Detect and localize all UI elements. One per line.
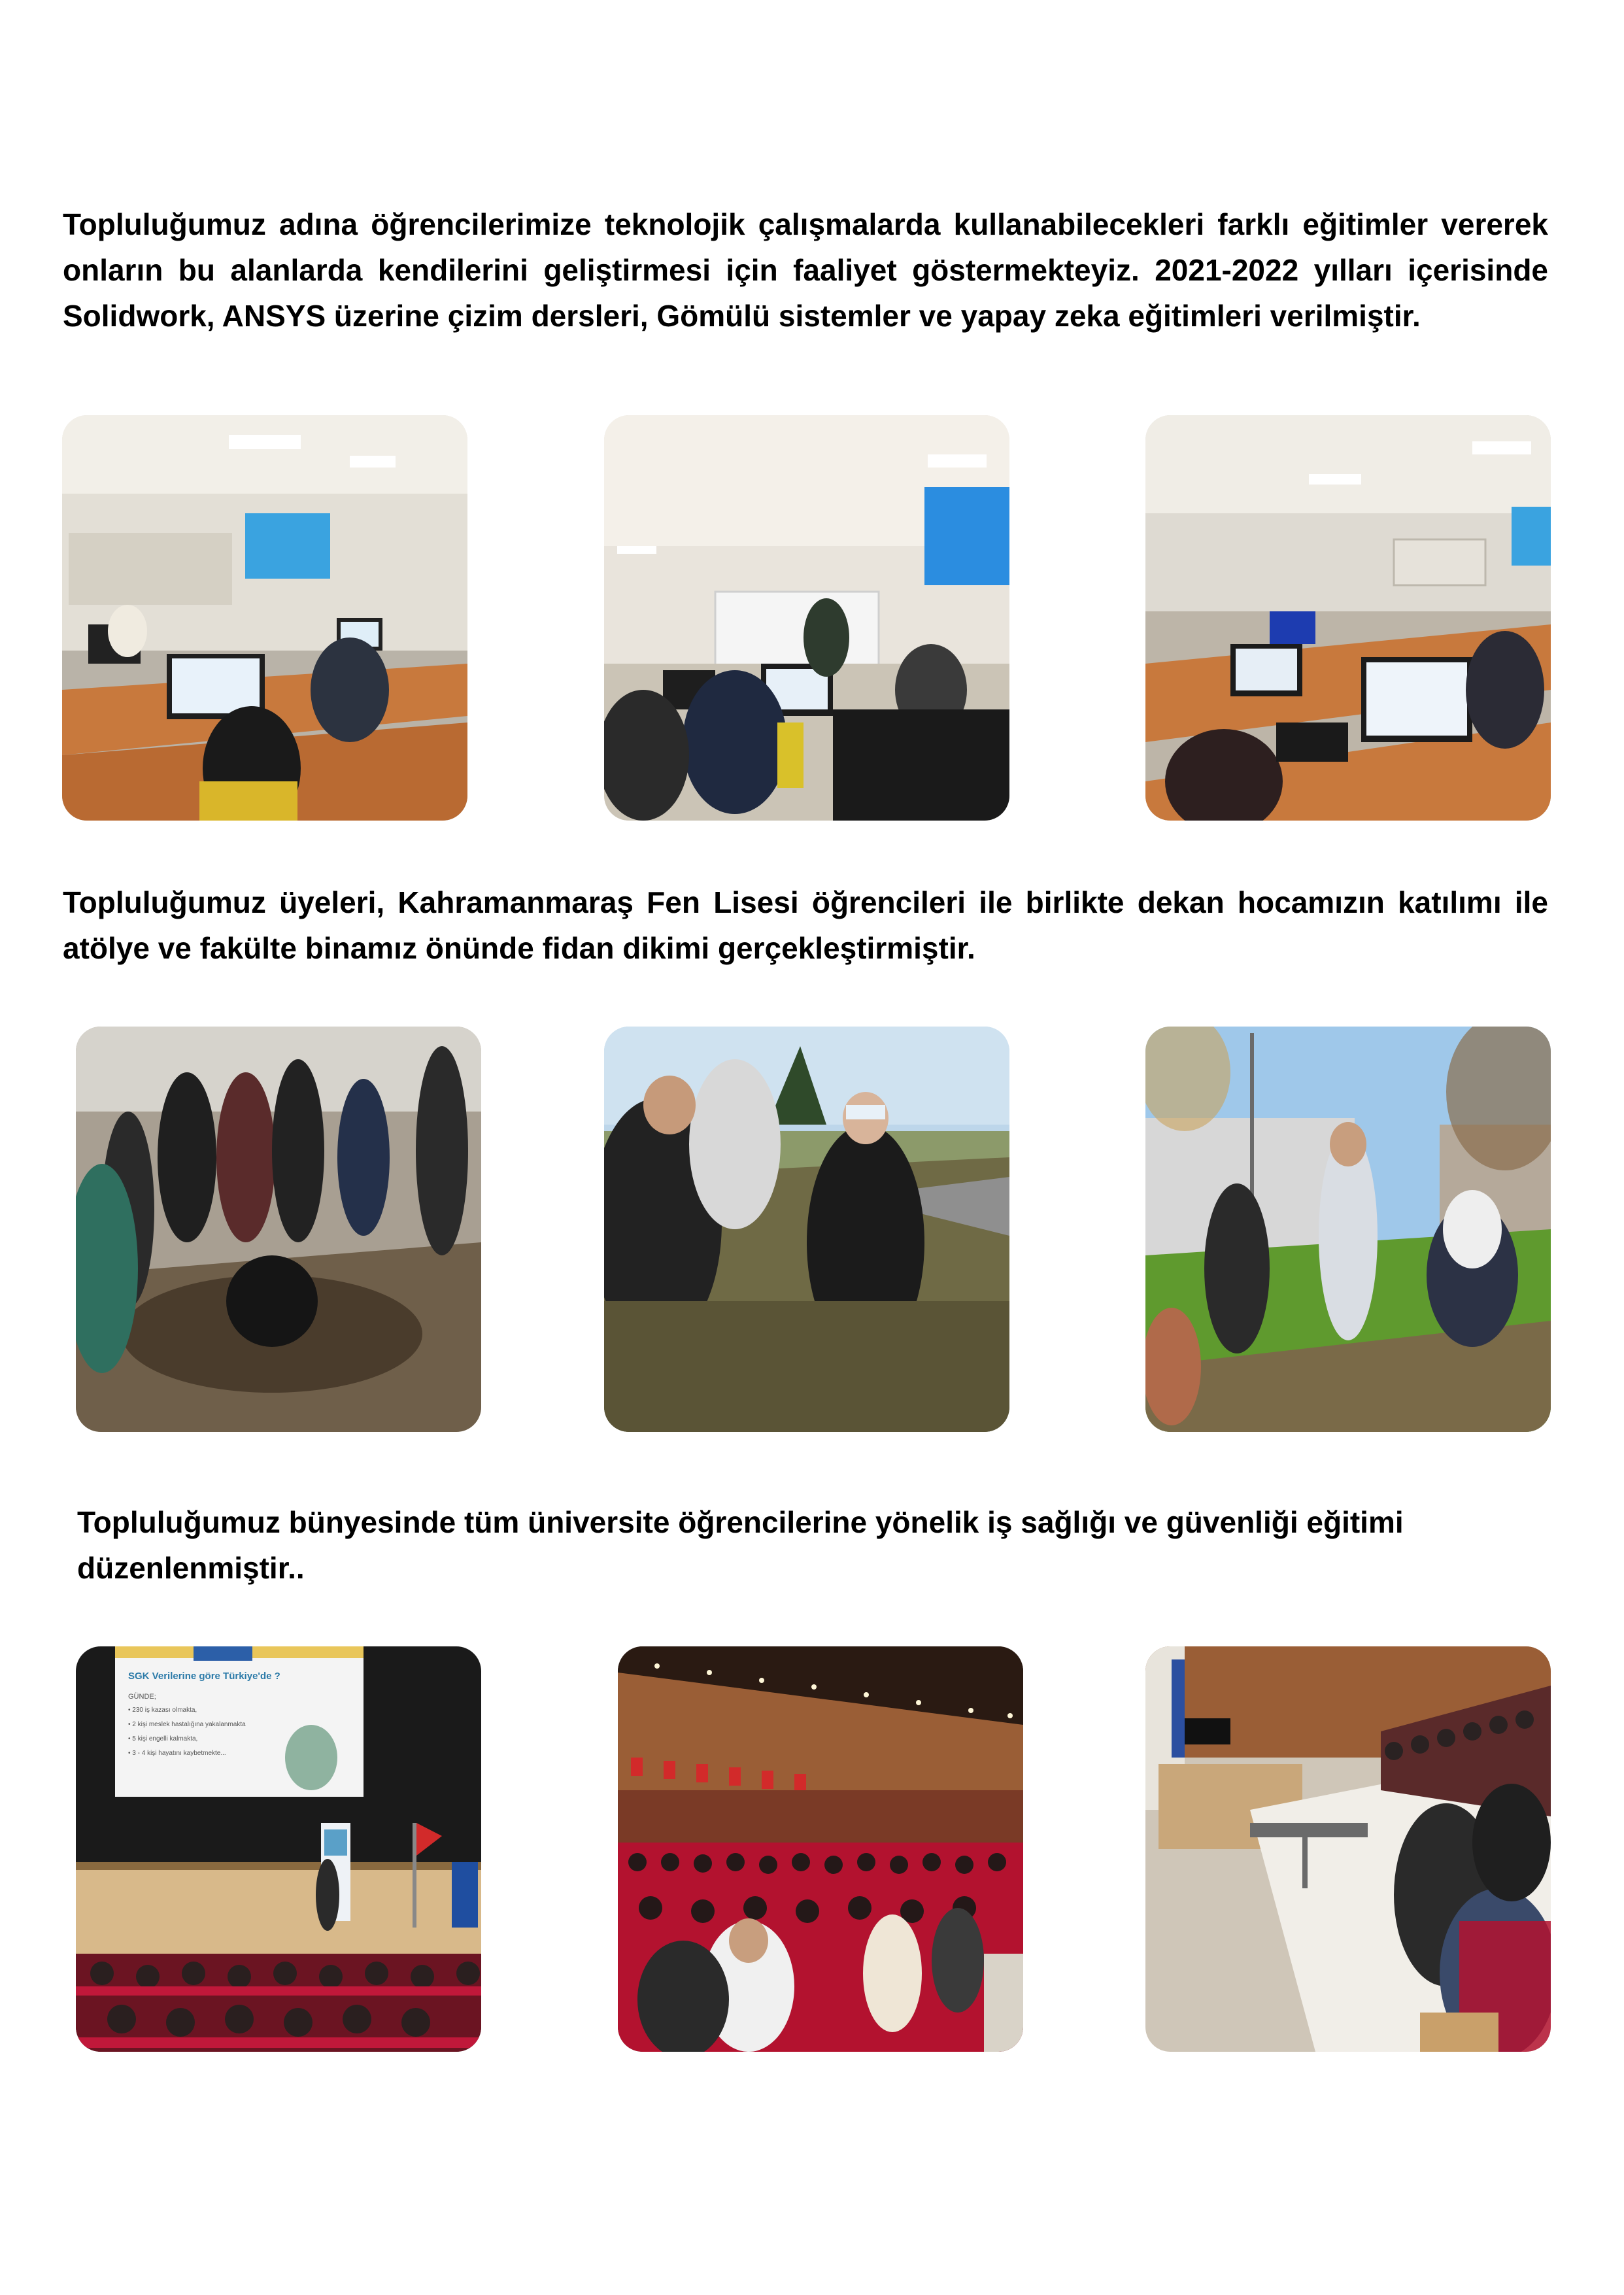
slide-line-1: • 230 iş kazası olmakta, bbox=[128, 1707, 197, 1714]
photo-seminar-audience bbox=[618, 1646, 1023, 2052]
photo-tree-planting-3 bbox=[1145, 1027, 1551, 1432]
paragraph-trainings: Topluluğumuz adına öğrencilerimize teknolojik çalışmalarda kullanabilecekleri farklı eğitimler vererek onların bu alanlarda kendilerini geliştirmesi için faaliyet göstermekteyiz. 2021-2022 yılları içerisinde Solidwork, ANSYS üzerine çizim dersleri, Gömülü sistemler ve yapay zeka eğitimleri verilmiştir. bbox=[63, 207, 1548, 333]
slide-title: SGK Verilerine göre Türkiye'de ? bbox=[128, 1671, 280, 1682]
photo-seminar-side-view bbox=[1145, 1646, 1551, 2052]
slide-subtitle: GÜNDE; bbox=[128, 1693, 156, 1701]
photo-computer-lab-2 bbox=[604, 415, 1009, 821]
paragraph-safety-training: Topluluğumuz bünyesinde tüm üniversite öğrencilerine yönelik iş sağlığı ve güvenliği eğitimi düzenlenmiştir.. bbox=[77, 1505, 1404, 1585]
slide-line-3: • 5 kişi engelli kalmakta, bbox=[128, 1735, 198, 1742]
slide-line-4: • 3 - 4 kişi hayatını kaybetmekte... bbox=[128, 1750, 226, 1757]
slide-line-2: • 2 kişi meslek hastalığına yakalanmakta bbox=[128, 1721, 246, 1728]
photo-seminar-stage bbox=[76, 1646, 481, 2052]
paragraph-tree-planting: Topluluğumuz üyeleri, Kahramanmaraş Fen Lisesi öğrencileri ile birlikte dekan hocamızın katılımı ile atölye ve fakülte binamız önünde fidan dikimi gerçekleştirmiştir. bbox=[63, 885, 1548, 965]
photo-computer-lab-3 bbox=[1145, 415, 1551, 821]
photo-tree-planting-1 bbox=[76, 1027, 481, 1432]
photo-tree-planting-2 bbox=[604, 1027, 1009, 1432]
photo-computer-lab-1 bbox=[62, 415, 467, 821]
